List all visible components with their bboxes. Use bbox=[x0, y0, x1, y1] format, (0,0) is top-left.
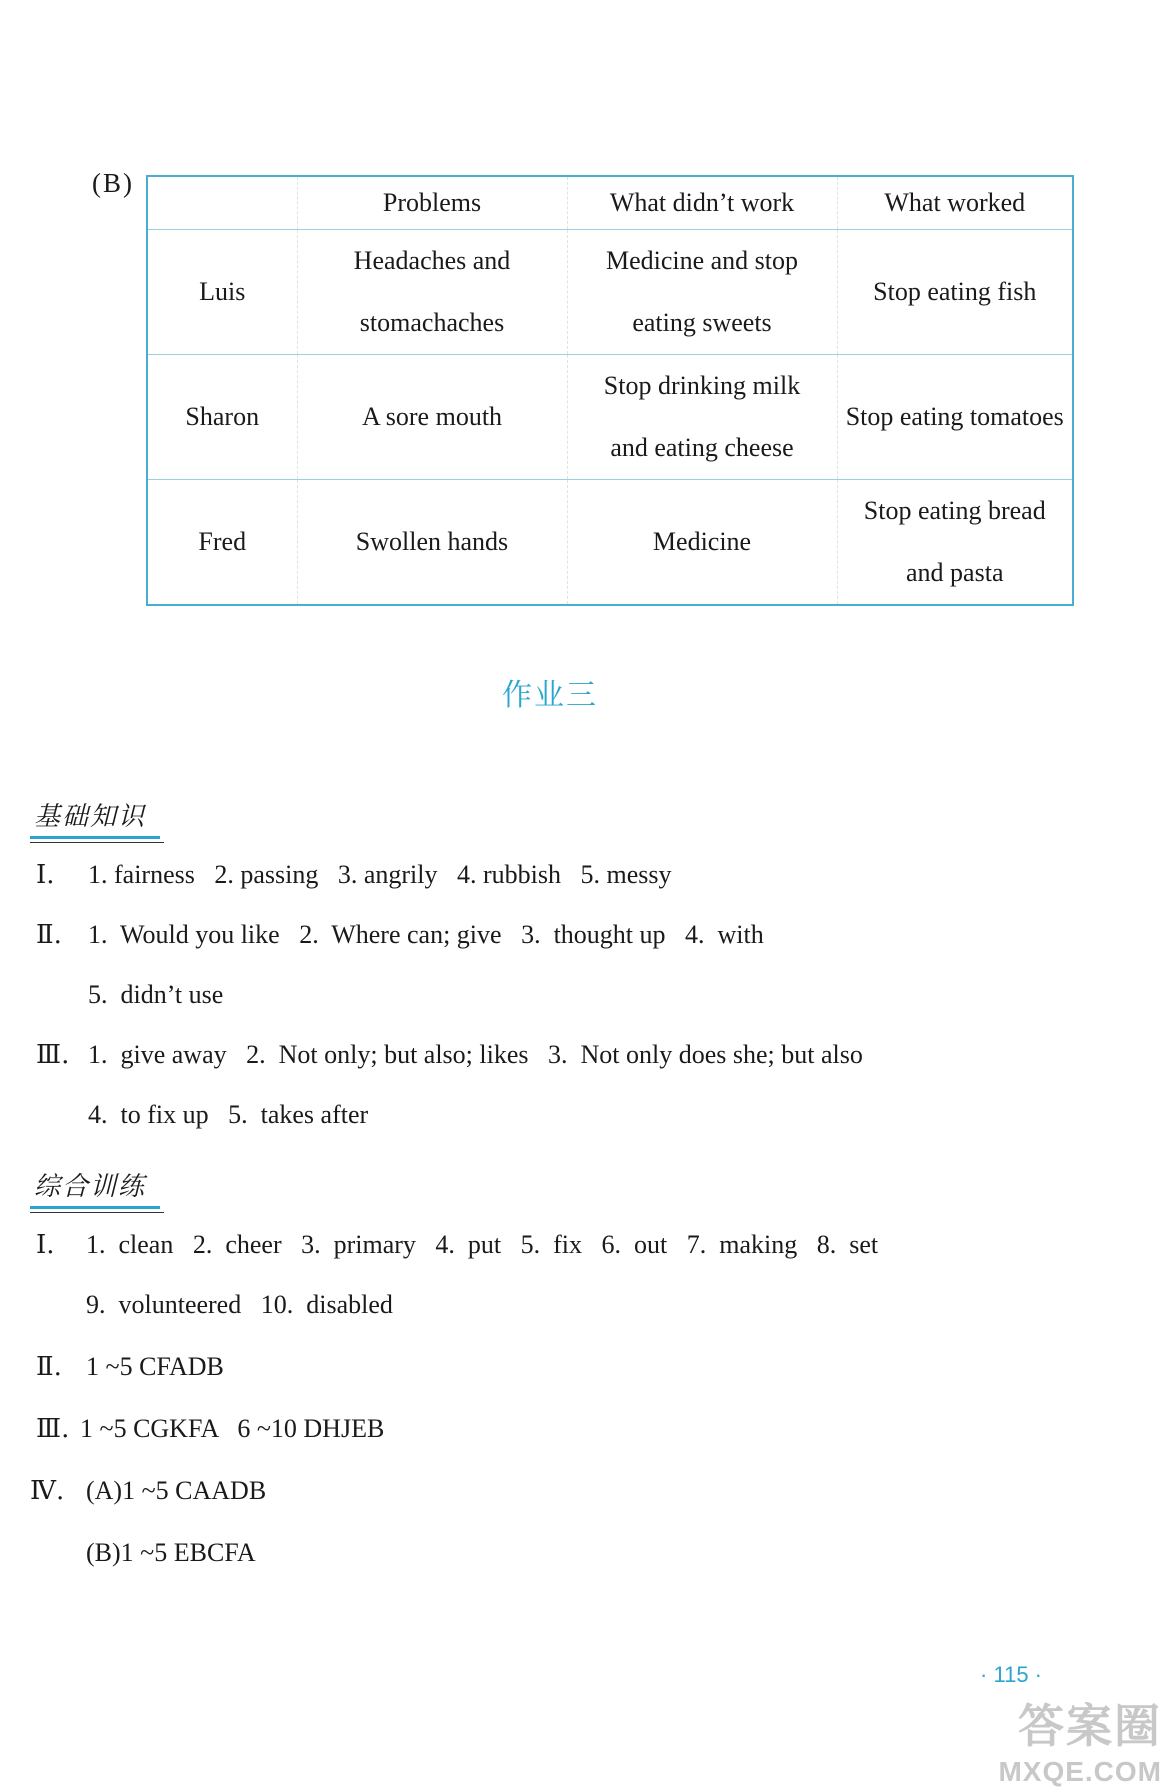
comprehensive-heading bbox=[34, 1166, 146, 1203]
roman-numeral: Ⅲ. bbox=[36, 1414, 70, 1444]
answer-line: 1. fairness 2. passing 3. angrily 4. rubbish 5. messy bbox=[88, 860, 672, 889]
table-label: (B) bbox=[92, 168, 134, 198]
comprehensive-heading-text: 综合训练 bbox=[34, 1172, 147, 1202]
cell-line: Medicine bbox=[652, 527, 752, 556]
cell-line: stomachaches bbox=[359, 308, 505, 337]
answer-line: (A)1 ~5 CAADB bbox=[86, 1476, 267, 1505]
cell-line: and eating cheese bbox=[610, 433, 794, 462]
answer-line: 1. give away 2. Not only; but also; likes 3. Not only does she; but also bbox=[88, 1040, 863, 1069]
worked-cell bbox=[837, 355, 1073, 480]
table-row bbox=[147, 355, 1073, 480]
problems-cell bbox=[297, 355, 567, 480]
answer-line: (B)1 ~5 EBCFA bbox=[86, 1538, 256, 1567]
cell-line: Stop drinking milk bbox=[603, 371, 801, 400]
roman-numeral: Ⅱ. bbox=[36, 920, 62, 950]
answer-table bbox=[146, 175, 1074, 606]
cell-line: Medicine and stop bbox=[605, 246, 799, 275]
didnt-work-cell bbox=[567, 355, 837, 480]
answer-line: 1 ~5 CFADB bbox=[86, 1352, 224, 1381]
table-header-row bbox=[147, 176, 1073, 230]
table-row bbox=[147, 480, 1073, 606]
heading-underline bbox=[30, 836, 160, 839]
worked-cell bbox=[837, 230, 1073, 355]
basic-heading bbox=[34, 796, 146, 833]
row-name: Fred bbox=[147, 480, 297, 606]
section-title: 作业三 bbox=[502, 678, 598, 713]
cell-line: Stop eating bread bbox=[863, 496, 1046, 525]
heading-underline-dark bbox=[30, 1212, 164, 1214]
roman-numeral: Ⅲ. bbox=[36, 1040, 70, 1070]
basic-heading-text: 基础知识 bbox=[34, 802, 147, 832]
heading-underline bbox=[30, 1206, 160, 1209]
answer-line: 9. volunteered 10. disabled bbox=[86, 1290, 393, 1319]
didnt-work-cell bbox=[567, 480, 837, 606]
answer-line: 1 ~5 CGKFA 6 ~10 DHJEB bbox=[80, 1414, 385, 1443]
roman-numeral: Ⅰ. bbox=[36, 860, 55, 890]
cell-line: Stop eating tomatoes bbox=[845, 402, 1064, 431]
answer-line: 5. didn’t use bbox=[88, 980, 224, 1009]
header-cell-empty bbox=[147, 176, 297, 230]
header-cell-didnt-work: What didn’t work bbox=[567, 176, 837, 230]
cell-line: A sore mouth bbox=[361, 402, 503, 431]
answer-line: 1. clean 2. cheer 3. primary 4. put 5. fix 6. out 7. making 8. set bbox=[86, 1230, 879, 1259]
problems-cell bbox=[297, 480, 567, 606]
cell-line: Stop eating fish bbox=[873, 277, 1037, 306]
watermark-logo bbox=[998, 1690, 1162, 1788]
cell-line: Swollen hands bbox=[355, 527, 509, 556]
roman-numeral: Ⅱ. bbox=[36, 1352, 62, 1382]
cell-line: Headaches and bbox=[353, 246, 511, 275]
cell-line: and pasta bbox=[906, 558, 1004, 587]
header-cell-worked: What worked bbox=[837, 176, 1073, 230]
answer-line: 4. to fix up 5. takes after bbox=[88, 1100, 369, 1129]
heading-underline-dark bbox=[30, 842, 164, 844]
answer-line: 1. Would you like 2. Where can; give 3. thought up 4. with bbox=[88, 920, 764, 949]
watermark-url: MXQE.COM bbox=[998, 1756, 1162, 1787]
worked-cell bbox=[837, 480, 1073, 606]
problems-cell bbox=[297, 230, 567, 355]
roman-numeral: Ⅳ. bbox=[30, 1476, 65, 1506]
row-name: Luis bbox=[147, 230, 297, 355]
roman-numeral: Ⅰ. bbox=[36, 1230, 55, 1260]
watermark-cn: 答案圈 bbox=[1018, 1700, 1162, 1752]
header-cell-problems: Problems bbox=[297, 176, 567, 230]
page-number: · 115 · bbox=[980, 1662, 1042, 1687]
table-row bbox=[147, 230, 1073, 355]
didnt-work-cell bbox=[567, 230, 837, 355]
cell-line: eating sweets bbox=[632, 308, 772, 337]
row-name: Sharon bbox=[147, 355, 297, 480]
